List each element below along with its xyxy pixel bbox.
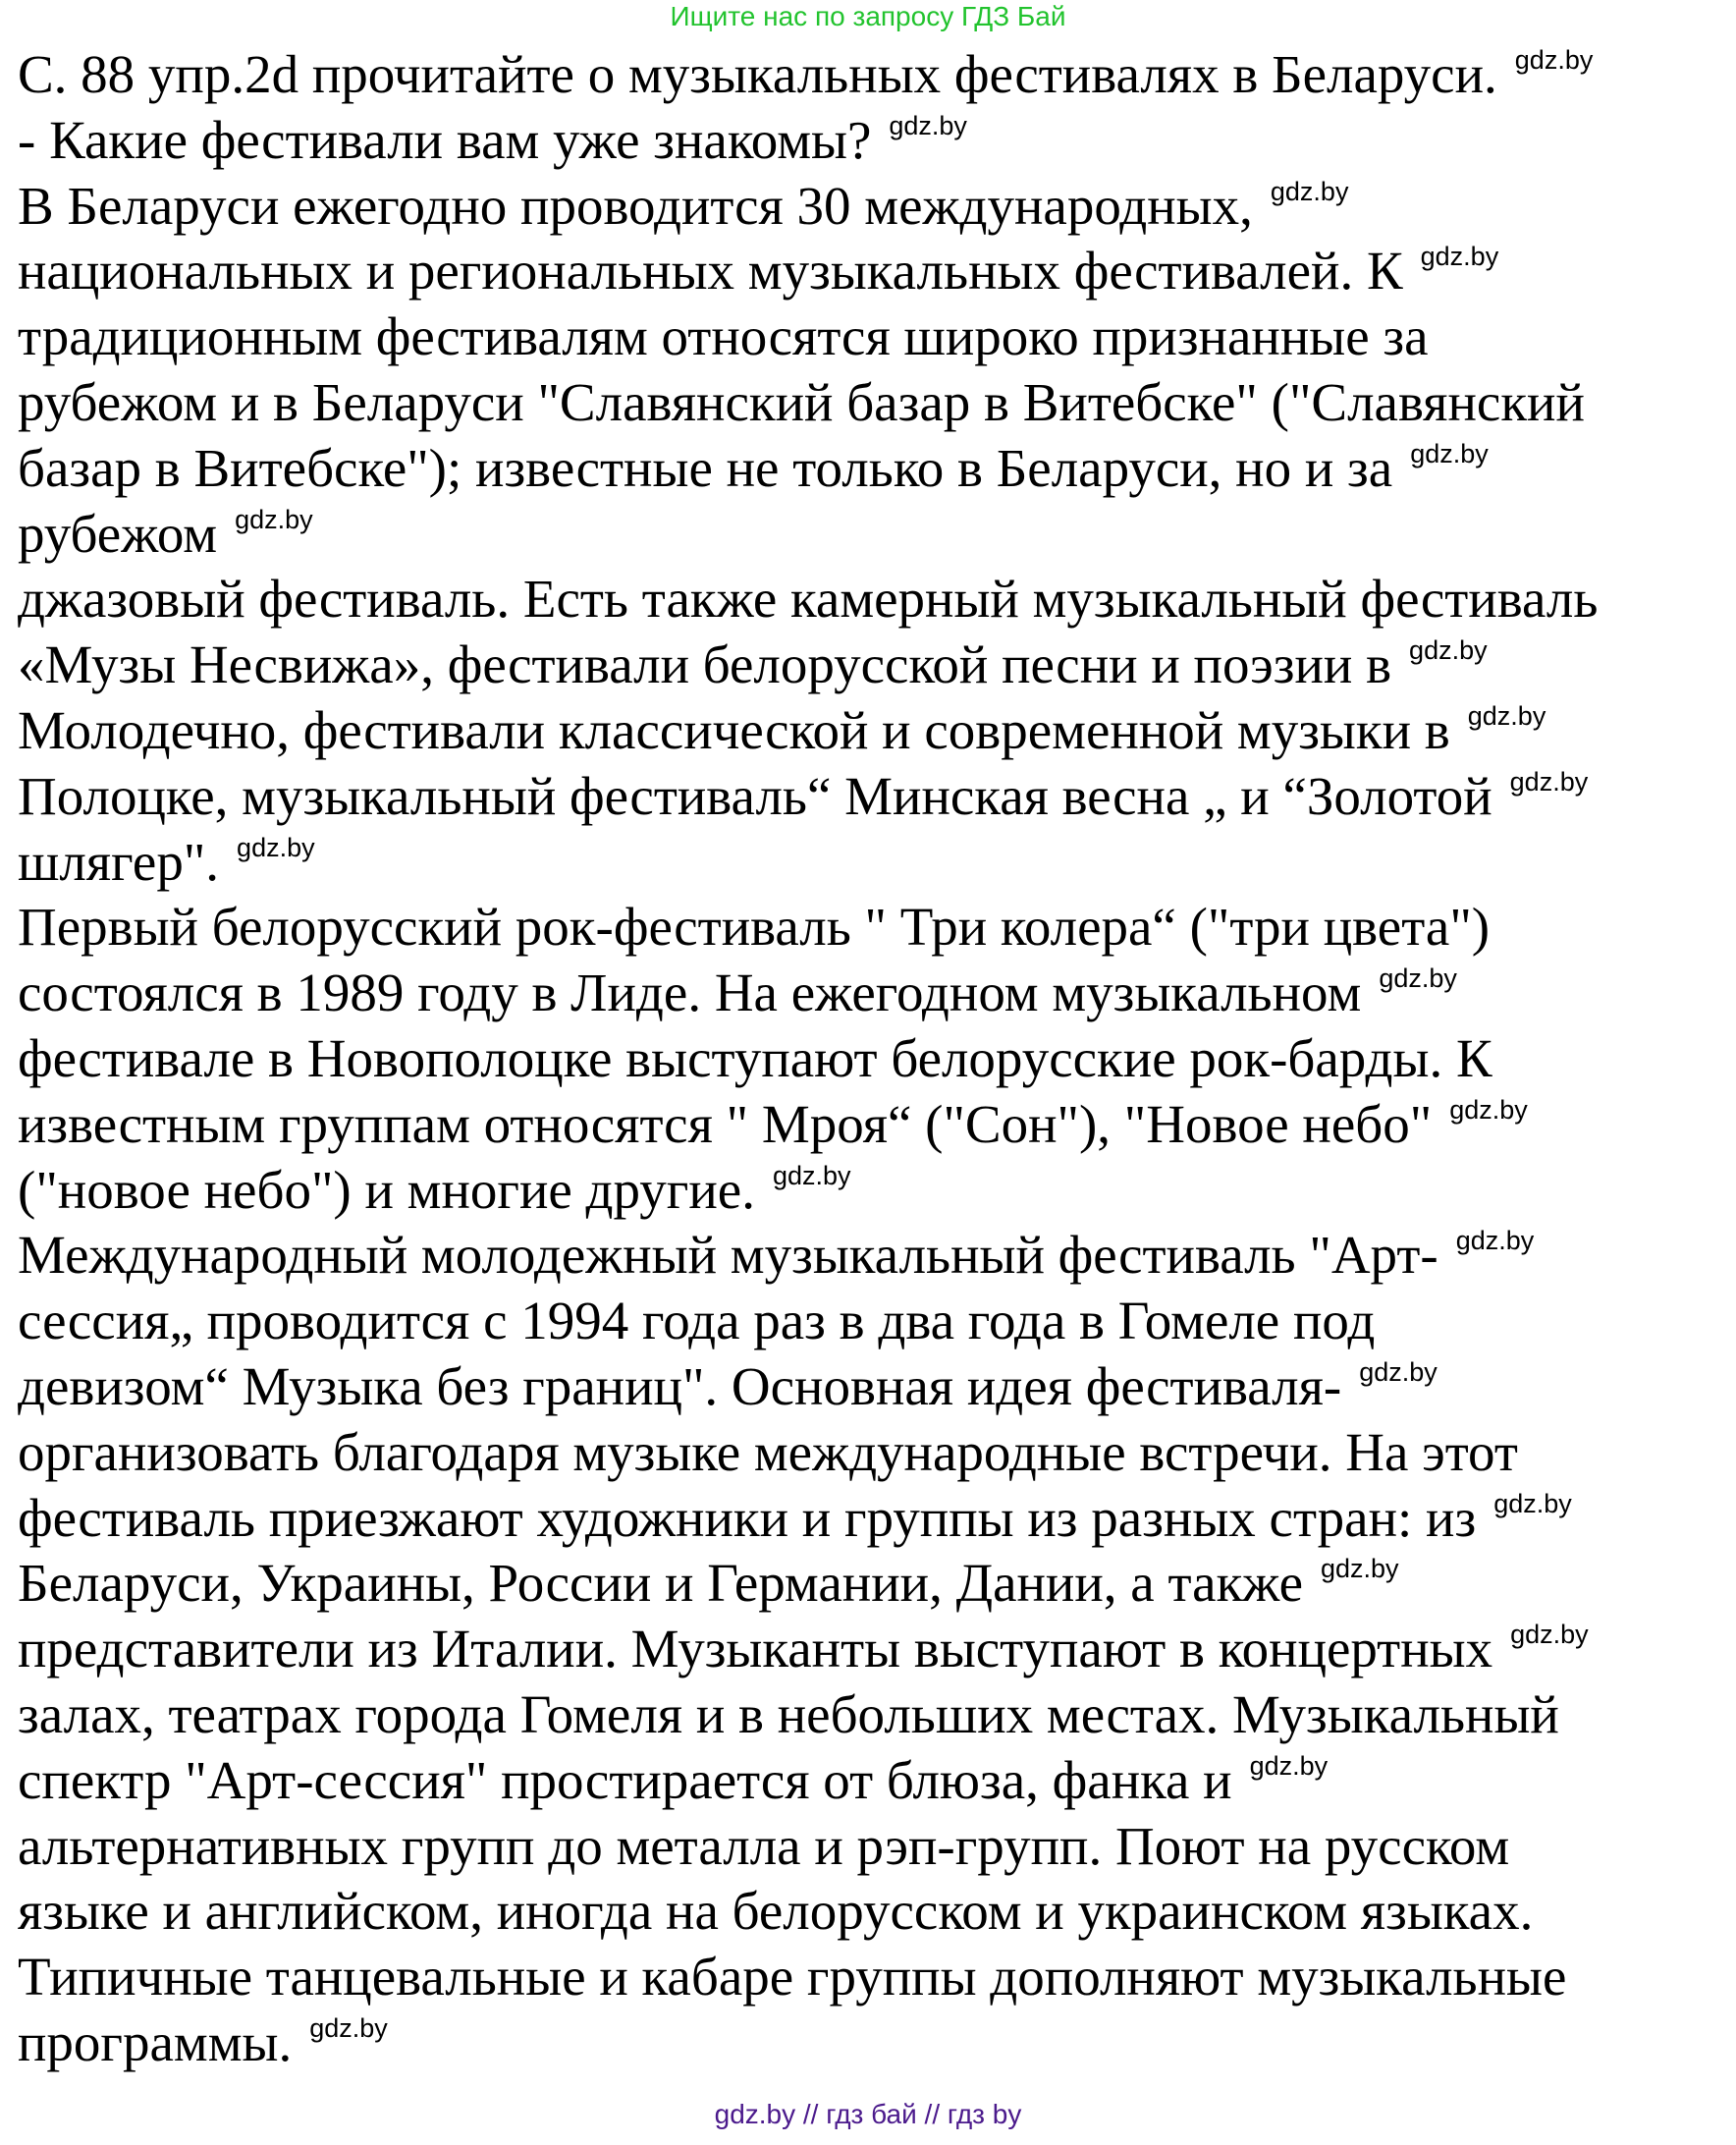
watermark: gdz.by: [237, 832, 315, 862]
text-line-content: сессия„ проводится с 1994 года раз в два года в Гомеле под: [18, 1291, 1376, 1351]
watermark: gdz.by: [1321, 1554, 1399, 1584]
text-line: [18, 2013, 388, 2072]
text-line: [18, 1161, 851, 1220]
text-line: [18, 1423, 1518, 1482]
text-line-content: альтернативных групп до металла и рэп-групп. Поют на русском: [18, 1815, 1510, 1876]
text-line: [18, 1226, 1534, 1285]
text-line: [18, 767, 1588, 826]
text-line: [18, 177, 1348, 236]
text-line-content: языке и английском, иногда на белорусском и украинском языках.: [18, 1881, 1534, 1942]
text-line-content: Первый белорусский рок-фестиваль " Три колера“ ("три цвета"): [18, 897, 1491, 958]
text-line: [18, 1620, 1589, 1678]
text-line: [18, 373, 1585, 432]
text-line: [18, 1882, 1533, 1941]
watermark: gdz.by: [1449, 1094, 1528, 1125]
text-line: [18, 1685, 1559, 1744]
text-line-content: известным группам относятся " Мроя“ ("Сон"), "Новое небо": [18, 1093, 1433, 1154]
text-line: [18, 439, 1489, 498]
text-line-content: джазовый фестиваль. Есть также камерный музыкальный фестиваль: [18, 569, 1599, 630]
text-line: [18, 635, 1488, 694]
text-line: [18, 898, 1490, 957]
text-line-content: девизом“ Музыка без границ". Основная идея фестиваля-: [18, 1356, 1342, 1416]
watermark: gdz.by: [309, 2013, 388, 2043]
watermark: gdz.by: [1409, 635, 1488, 666]
text-line-content: состоялся в 1989 году в Лиде. На ежегодном музыкальном: [18, 962, 1362, 1023]
text-line-content: представители из Италии. Музыканты выступают в концертных: [18, 1619, 1493, 1679]
text-line: [18, 1095, 1528, 1154]
text-line: [18, 505, 313, 564]
text-line-content: «Музы Несвижа», фестивали белорусской песни и поэзии в: [18, 634, 1392, 695]
text-line-content: Типичные танцевальные и кабаре группы дополняют музыкальные: [18, 1947, 1567, 2008]
text-line-content: рубежом: [18, 503, 218, 564]
text-line: [18, 833, 315, 892]
text-line-content: С. 88 упр.2d прочитайте о музыкальных фестивалях в Беларуси.: [18, 44, 1497, 104]
watermark: gdz.by: [889, 110, 967, 140]
text-line-content: традиционным фестивалям относятся широко признанные за: [18, 306, 1429, 367]
text-line: [18, 1292, 1375, 1350]
text-line: [18, 701, 1546, 760]
watermark: gdz.by: [1514, 45, 1594, 75]
watermark: gdz.by: [1379, 963, 1457, 994]
text-line: [18, 1554, 1399, 1613]
text-line-content: базар в Витебске"); известные не только в Беларуси, но и за: [18, 437, 1393, 498]
text-line: [18, 1029, 1492, 1088]
text-line-content: ("новое небо") и многие другие.: [18, 1159, 755, 1220]
watermark: gdz.by: [1455, 1226, 1535, 1256]
text-line: [18, 242, 1498, 301]
watermark: gdz.by: [1509, 766, 1589, 797]
text-line-content: В Беларуси ежегодно проводится 30 международных,: [18, 175, 1253, 236]
text-line-content: Полоцке, музыкальный фестиваль“ Минская весна „ и “Золотой: [18, 765, 1492, 826]
text-line-content: фестиваль приезжают художники и группы из разных стран: из: [18, 1487, 1477, 1548]
text-line-content: фестивале в Новополоцке выступают белорусские рок-барды. К: [18, 1028, 1492, 1088]
watermark: gdz.by: [1420, 242, 1499, 272]
text-line-content: - Какие фестивали вам уже знакомы?: [18, 109, 872, 170]
text-line: [18, 1751, 1328, 1810]
text-line: [18, 570, 1598, 629]
text-line-content: национальных и региональных музыкальных фестивалей. К: [18, 241, 1403, 302]
text-line-content: залах, театрах города Гомеля и в небольших местах. Музыкальный: [18, 1684, 1559, 1744]
text-line-content: рубежом и в Беларуси "Славянский базар в Витебске" ("Славянский: [18, 372, 1585, 432]
search-banner: Ищите нас по запросу ГДЗ Бай: [670, 1, 1066, 31]
watermark: gdz.by: [1359, 1357, 1438, 1387]
text-line-content: программы.: [18, 2012, 293, 2072]
watermark: gdz.by: [1493, 1488, 1572, 1518]
text-line: [18, 111, 967, 170]
text-line-content: спектр "Арт-сессия" простирается от блюза, фанка и: [18, 1749, 1232, 1810]
watermark: gdz.by: [772, 1160, 851, 1190]
text-line-content: шлягер".: [18, 831, 220, 892]
text-line: [18, 1948, 1566, 2007]
watermark: gdz.by: [1410, 438, 1489, 468]
text-line: [18, 307, 1429, 366]
watermark: gdz.by: [1510, 1620, 1589, 1650]
text-line-content: Беларуси, Украины, России и Германии, Дании, а также: [18, 1553, 1303, 1614]
text-line: [18, 1817, 1509, 1876]
text-line: [18, 1357, 1438, 1416]
watermark: gdz.by: [1249, 1750, 1329, 1781]
text-line: [18, 45, 1593, 104]
watermark: gdz.by: [1467, 701, 1546, 731]
text-line: [18, 1489, 1572, 1548]
watermark: gdz.by: [1270, 176, 1349, 206]
text-line-content: организовать благодаря музыке международные встречи. На этот: [18, 1421, 1518, 1482]
text-line: [18, 963, 1457, 1022]
text-line-content: Молодечно, фестивали классической и современной музыки в: [18, 700, 1450, 760]
text-line-content: Международный молодежный музыкальный фестиваль "Арт-: [18, 1225, 1438, 1286]
watermark: gdz.by: [235, 504, 313, 534]
footer-banner: gdz.by // гдз бай // гдз by: [714, 2099, 1022, 2129]
